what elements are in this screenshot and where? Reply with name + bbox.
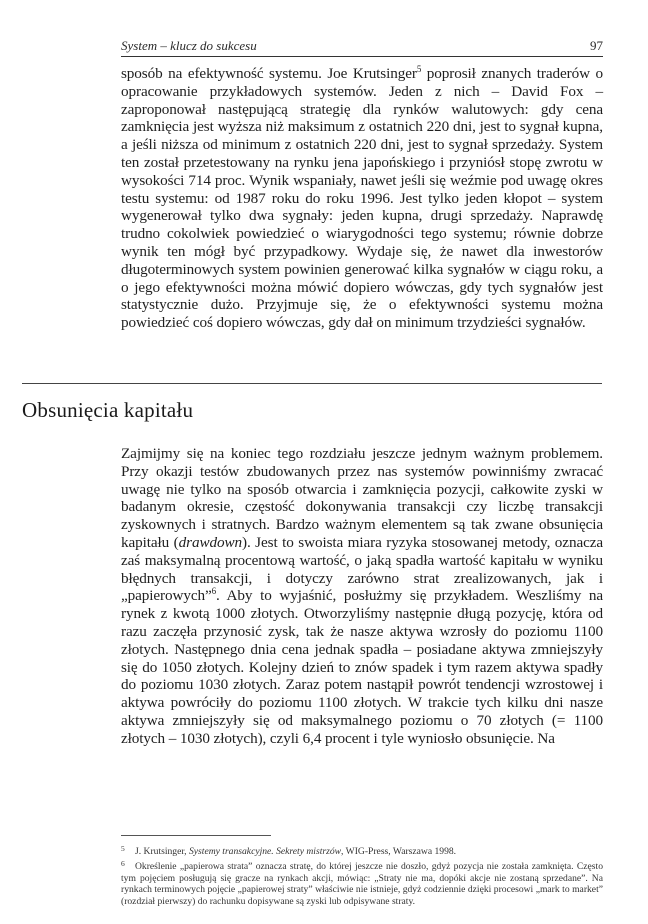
footnote-6 xyxy=(121,858,603,907)
footnote-book-title: Systemy transakcyjne. Sekrety mistrzów xyxy=(188,846,342,857)
paragraph-text: . Aby to wyjaśnić, posłużmy się przykładem. Weszliśmy na rynek z kwotą 1000 złotych. Otworzyliśmy następnie długą pozycję, która od razu zaczęła przynosić zysk, tak że nasze aktywa wzrosły do poziomu 1100 złotych. Następnego dnia cena jednak spadła – posiadane aktywa zmniejszyły się do 1050 złotych. Kolejny dzień to znów spadek i tym razem aktywa spadły do poziomu 1030 złotych. Zaraz potem nastąpił powrót tendencji wzrostowej i aktywa powróciły do poziomu 1100 złotych. W trakcie tych kilku dni nasze aktywa zmniejszyły się od maksymalnego poziomu o 70 złotych (= 1100 złotych – 1030 złotych), czyli 6,4 procent i tyle wyniosło obsunięcie. Na xyxy=(121,587,603,747)
section-rule xyxy=(22,383,602,384)
paragraph-text: Zajmijmy się na koniec tego rozdziału jeszcze jednym ważnym problemem. Przy okazji testów zbudowanych przez nas systemów powinniśmy zwracać uwagę nie tylko na sposób otwarcia i zamknięcia pozycji, całkowite zyski w badanym okresie, częstość dokonywania transakcji czy liczbę transakcji zyskownych i stratnych. Bardzo ważnym elementem są tak zwane obsunięcia kapitału ( xyxy=(121,445,603,551)
running-title: System – klucz do sukcesu xyxy=(121,38,257,53)
footnote-reference-5: 5 xyxy=(416,64,422,74)
footnote-5 xyxy=(121,843,603,857)
header-rule xyxy=(121,56,603,57)
footnote-publisher: , WIG-Press, Warszawa 1998. xyxy=(341,846,457,857)
footnotes xyxy=(121,843,603,908)
footnote-reference-6: 6 xyxy=(211,586,217,597)
section-heading: Obsunięcia kapitału xyxy=(22,398,194,422)
page-number: 97 xyxy=(590,38,603,53)
footnote-text: Określenie „papierowa strata” oznacza stratę, do której jeszcze nie doszło, gdyż pozycja nie została zamknięta. Często tym pojęciem posługują się gracze na rynkach akcji, mówiąc: „Straty nie ma, dopóki akcje nie zostaną sprzedane”. Na rynkach terminowych pojęcie „papierowej straty” właściwie nie istnieje, gdyż codziennie dzięki procesowi „mark to market” (rozdział pierwszy) do rachunku dopisywane są zyski lub odpisywane straty. xyxy=(121,861,603,907)
body-paragraph-1 xyxy=(121,65,603,332)
paragraph-text: ). Jest to swoista miara ryzyka stosowanej metody, oznacza zaś maksymalną procentową wartość, o jaką spadła wartość kapitału w wyniku błędnych transakcji, i dotyczy zarówno strat zrealizowanych, jak i „papierowych” xyxy=(121,533,604,605)
paragraph-text: sposób na efektywność systemu. Joe Krutsinger xyxy=(121,65,417,82)
footnote-author: J. Krutsinger, xyxy=(135,846,189,857)
footnote-mark: 6 xyxy=(121,859,125,869)
paragraph-text: poprosił znanych traderów o opracowanie przykładowych systemów. Jeden z nich – David Fox – zaproponował następującą strategię dla rynków walutowych: gdy cena zamknięcia jest wyższa niż maksimum z ostatnich 220 dni, jest to sygnał kupna, a jeśli niższa od minimum z ostatnich 220 dni, jest to sygnał sprzedaży. System ten został przetestowany na rynku jena japońskiego i przyniósł stopę zwrotu w wysokości 714 proc. Wynik wspaniały, nawet jeśli się weźmie pod uwagę okres testu systemu: od 1987 roku do roku 1996. Jest tylko jeden kłopot – system wygenerował tylko dwa sygnały: jeden kupna, drugi sprzedaży. Naprawdę trudno cokolwiek powiedzieć o wiarygodności tego systemu; równie dobrze wynik ten mógł być przypadkowy. Wydaje się, że nawet dla inwestorów długoterminowych system powinien generować kilka sygnałów w ciągu roku, a o jego efektywności można mówić dopiero wówczas, gdy tych sygnałów jest statystycznie dużo. Przyjmuje się, że o efektywności systemu można powiedzieć coś dopiero wówczas, gdy dał on minimum trzydzieści sygnałów. xyxy=(121,65,603,332)
body-paragraph-2 xyxy=(121,445,603,748)
page-header xyxy=(121,38,603,60)
footnote-mark: 5 xyxy=(121,844,125,853)
footnote-rule xyxy=(121,835,271,836)
italic-term: drawdown xyxy=(178,533,242,551)
